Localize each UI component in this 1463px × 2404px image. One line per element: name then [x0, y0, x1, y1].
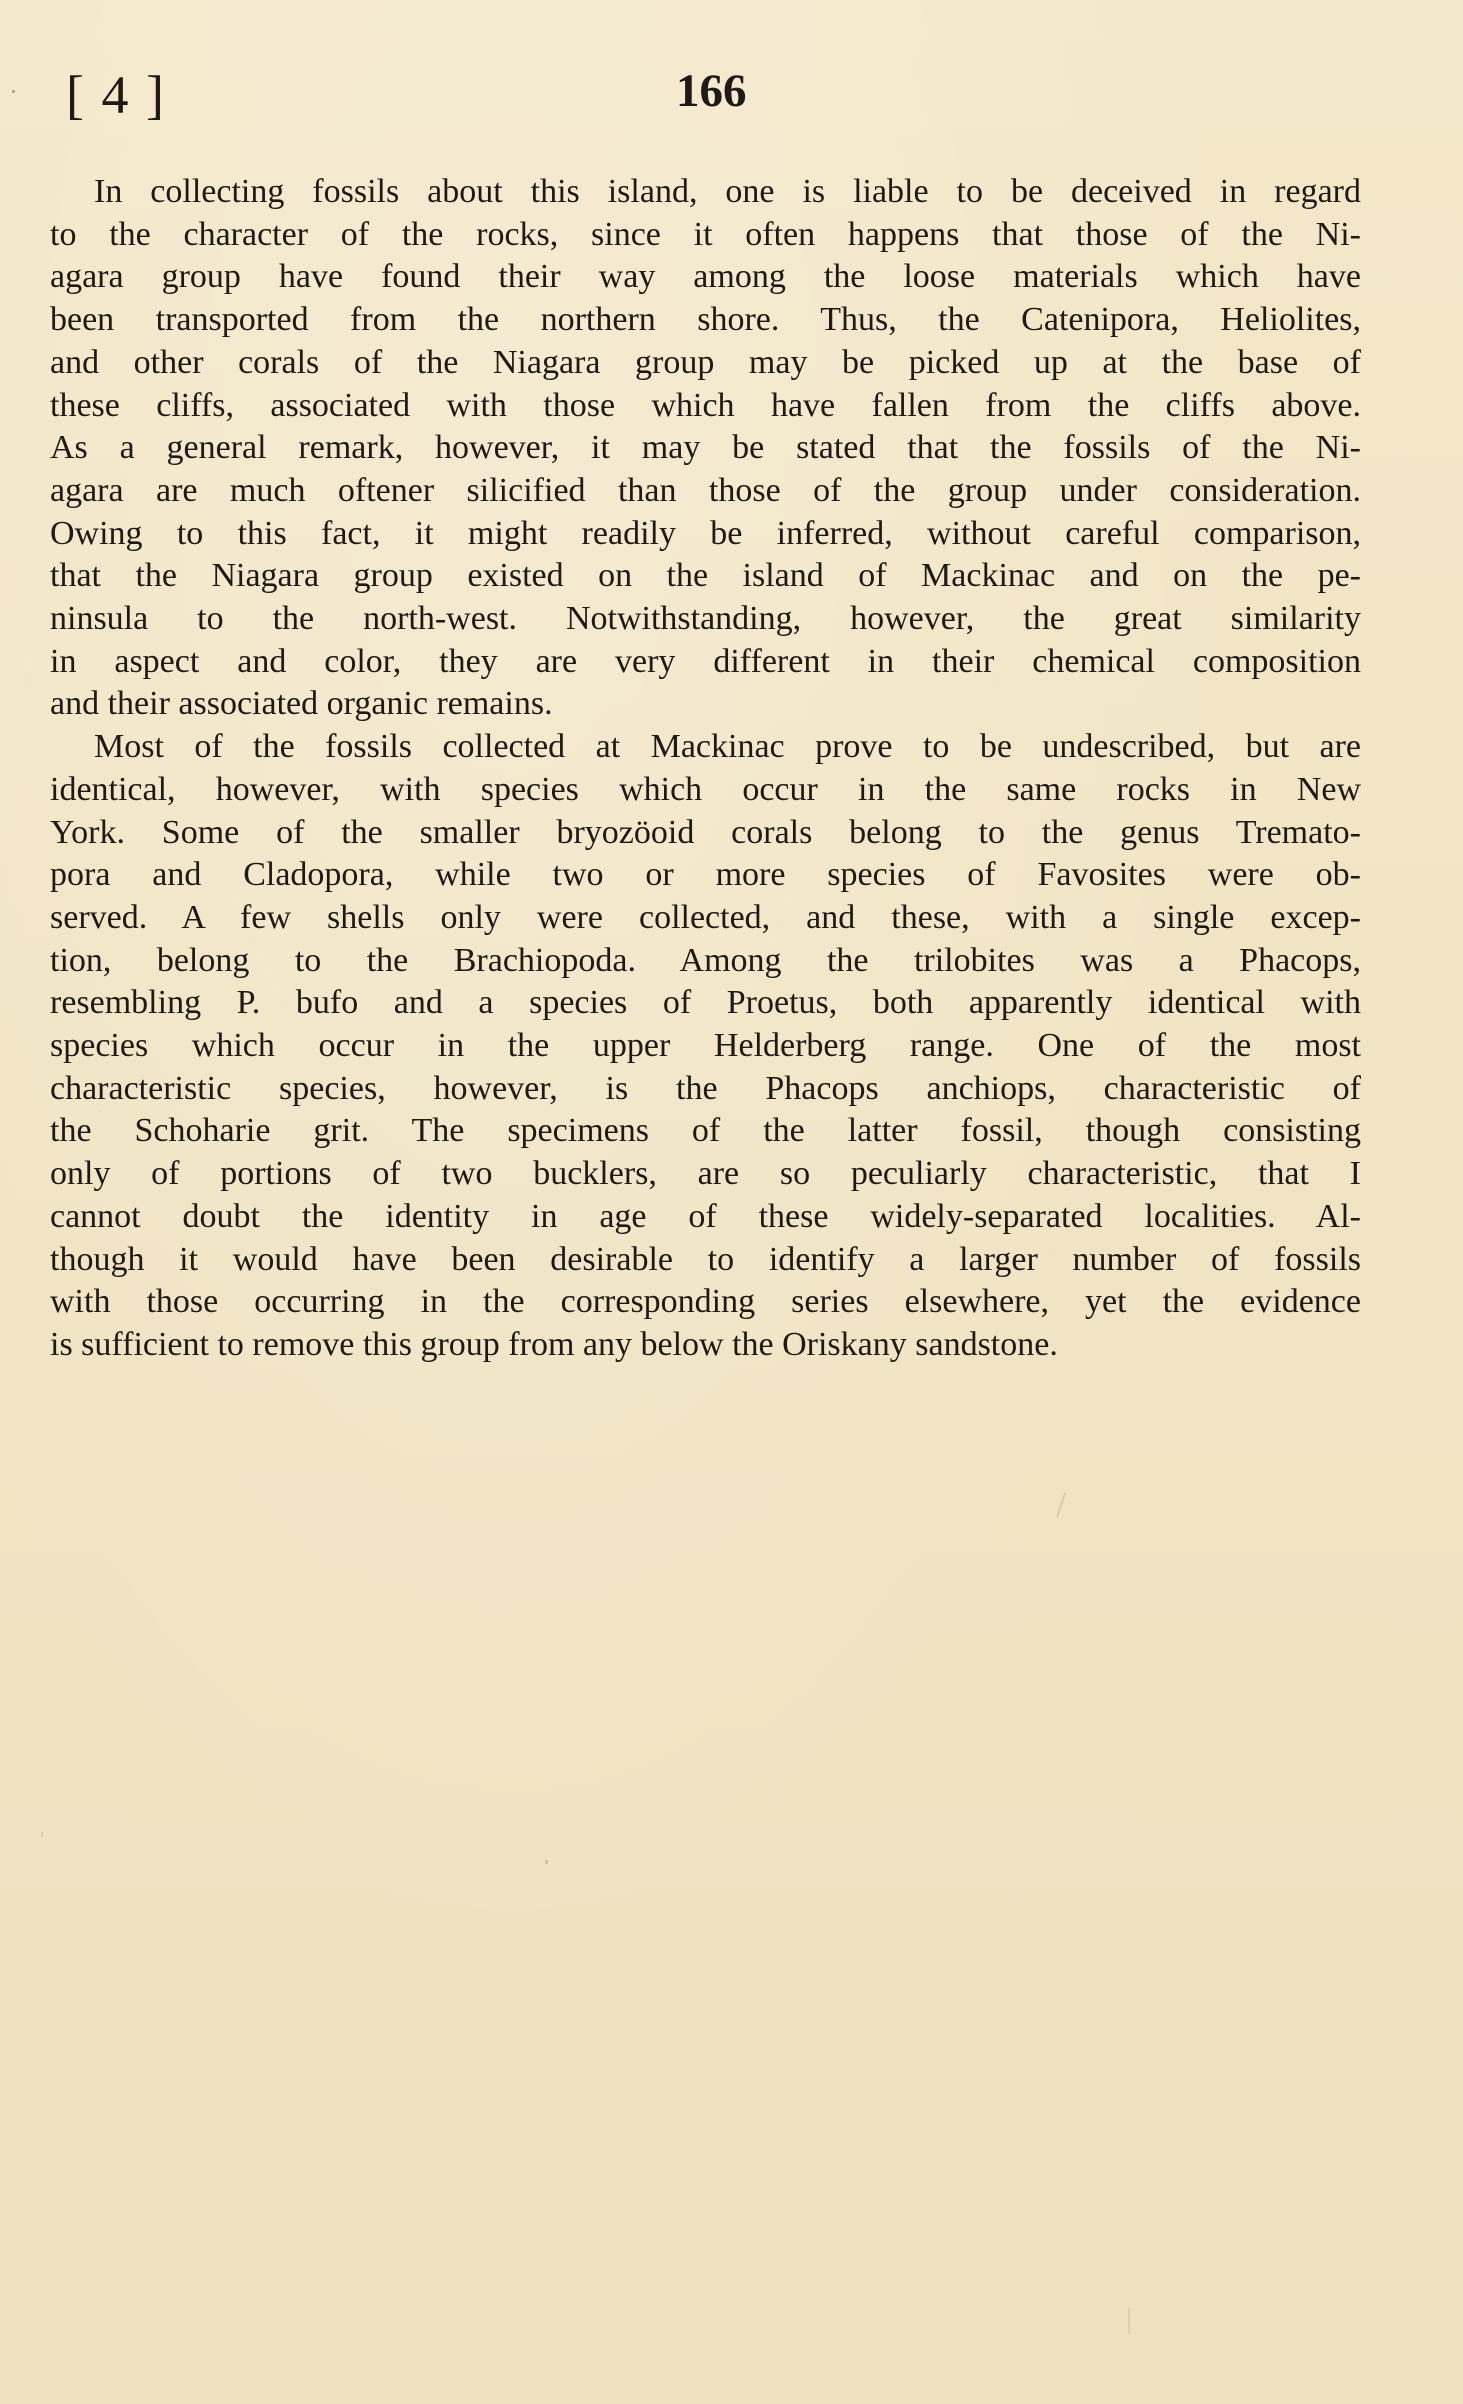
- paragraph-line: species which occur in the upper Helderberg range. One of the most: [50, 1027, 1361, 1065]
- paragraph-1: [50, 171, 1361, 726]
- paragraph-line: pora and Cladopora, while two or more species of Favosites were ob-: [50, 856, 1361, 894]
- paragraph-line: tion, belong to the Brachiopoda. Among the trilobites was a Phacops,: [50, 941, 1361, 979]
- paper-speck: [41, 1832, 43, 1837]
- paper-speck: [100, 1110, 101, 1112]
- paragraph-line: in aspect and color, they are very different in their chemical composition: [50, 642, 1361, 680]
- paragraph-line: ninsula to the north-west. Notwithstanding, however, the great similarity: [50, 600, 1361, 638]
- paragraph-line: though it would have been desirable to identify a larger number of fossils: [50, 1240, 1361, 1278]
- paragraph-line: identical, however, with species which occur in the same rocks in New: [50, 770, 1361, 808]
- paper-speck: [12, 90, 15, 93]
- page-number: 166: [676, 65, 747, 117]
- paragraph-line: Most of the fossils collected at Mackinac prove to be undescribed, but are: [94, 728, 1361, 766]
- paragraph-line: agara are much oftener silicified than those of the group under consideration.: [50, 471, 1361, 509]
- paragraph-line: York. Some of the smaller bryozöoid corals belong to the genus Tremato-: [50, 813, 1361, 851]
- paragraph-line: Owing to this fact, it might readily be inferred, without careful comparison,: [50, 514, 1361, 552]
- section-bracket-label: [ 4 ]: [66, 65, 166, 125]
- paper-speck: [1128, 2308, 1130, 2334]
- paper-speck: [545, 1860, 548, 1864]
- paragraph-line: to the character of the rocks, since it often happens that those of the Ni-: [50, 215, 1361, 253]
- paragraph-line: that the Niagara group existed on the island of Mackinac and on the pe-: [50, 557, 1361, 595]
- paper-speck: [1056, 1492, 1066, 1517]
- paragraph-line: been transported from the northern shore. Thus, the Catenipora, Heliolites,: [50, 301, 1361, 339]
- paragraph-line: In collecting fossils about this island, one is liable to be deceived in regard: [94, 173, 1361, 210]
- paragraph-line: and other corals of the Niagara group may be picked up at the base of: [50, 343, 1361, 381]
- page-header: [0, 60, 1463, 140]
- paragraph-line: resembling P. bufo and a species of Proetus, both apparently identical with: [50, 984, 1361, 1022]
- paragraph-line: served. A few shells only were collected, and these, with a single excep-: [50, 898, 1361, 936]
- paragraph-line: only of portions of two bucklers, are so peculiarly characteristic, that I: [50, 1155, 1361, 1193]
- paragraph-line: cannot doubt the identity in age of these widely-separated localities. Al-: [50, 1197, 1361, 1235]
- document-body: [50, 171, 1361, 1367]
- paragraph-2: [50, 726, 1361, 1367]
- paragraph-line: agara group have found their way among the loose materials which have: [50, 258, 1361, 296]
- paragraph-line: with those occurring in the corresponding series elsewhere, yet the evidence: [50, 1283, 1361, 1321]
- paragraph-line: characteristic species, however, is the Phacops anchiops, characteristic of: [50, 1069, 1361, 1107]
- paragraph-line: these cliffs, associated with those which have fallen from the cliffs above.: [50, 386, 1361, 424]
- paragraph-line: and their associated organic remains.: [50, 685, 553, 723]
- paragraph-line: is sufficient to remove this group from any below the Oriskany sandstone.: [50, 1325, 1058, 1363]
- paragraph-line: As a general remark, however, it may be stated that the fossils of the Ni-: [50, 429, 1361, 467]
- paragraph-line: the Schoharie grit. The specimens of the latter fossil, though consisting: [50, 1112, 1361, 1150]
